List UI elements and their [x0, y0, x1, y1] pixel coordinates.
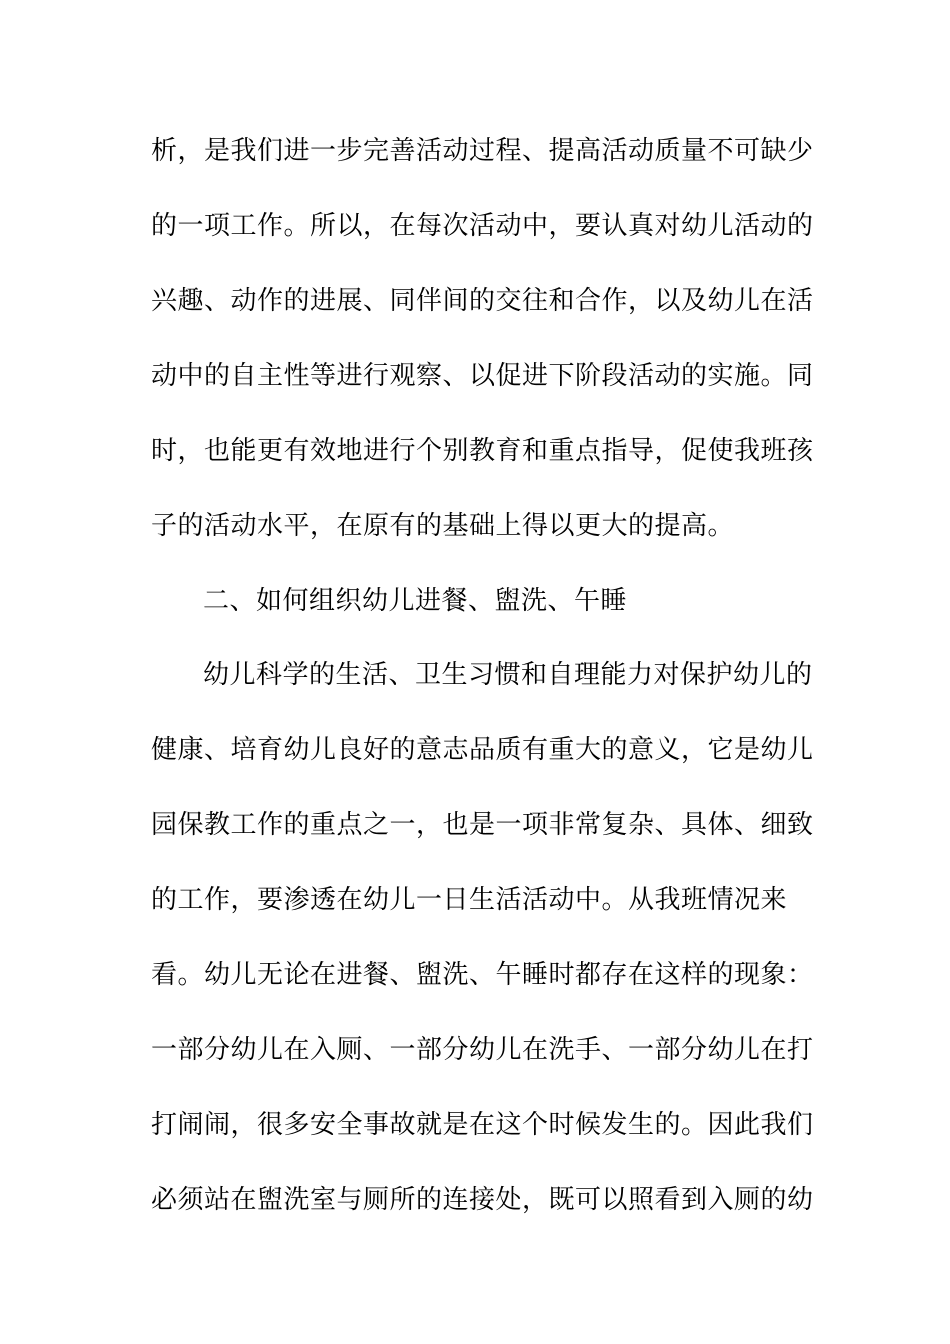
- text-line: 必须站在盥洗室与厕所的连接处，既可以照看到入厕的幼: [151, 1185, 814, 1215]
- text-line: 的一项工作。所以，在每次活动中，要认真对幼儿活动的: [151, 211, 814, 241]
- text-line: 动中的自主性等进行观察、以促进下阶段活动的实施。同: [151, 361, 814, 391]
- text-line: 园保教工作的重点之一，也是一项非常复杂、具体、细致: [151, 810, 814, 840]
- text-line: 一部分幼儿在入厕、一部分幼儿在洗手、一部分幼儿在打: [151, 1035, 814, 1065]
- text-line: 打闹闹，很多安全事故就是在这个时候发生的。因此我们: [151, 1110, 814, 1140]
- text-line: 兴趣、动作的进展、同伴间的交往和合作，以及幼儿在活: [151, 286, 814, 316]
- section-heading: 二、如何组织幼儿进餐、盥洗、午睡: [203, 586, 628, 616]
- text-line: 时，也能更有效地进行个别教育和重点指导，促使我班孩: [151, 436, 814, 466]
- text-line: 子的活动水平，在原有的基础上得以更大的提高。: [151, 511, 735, 541]
- text-line: 健康、培育幼儿良好的意志品质有重大的意义，它是幼儿: [151, 735, 814, 765]
- text-line: 析，是我们进一步完善活动过程、提高活动质量不可缺少: [151, 136, 814, 166]
- text-line: 幼儿科学的生活、卫生习惯和自理能力对保护幼儿的: [203, 660, 813, 690]
- text-line: 看。幼儿无论在进餐、盥洗、午睡时都存在这样的现象：: [151, 960, 814, 990]
- text-line: 的工作，要渗透在幼儿一日生活活动中。从我班情况来: [151, 885, 788, 915]
